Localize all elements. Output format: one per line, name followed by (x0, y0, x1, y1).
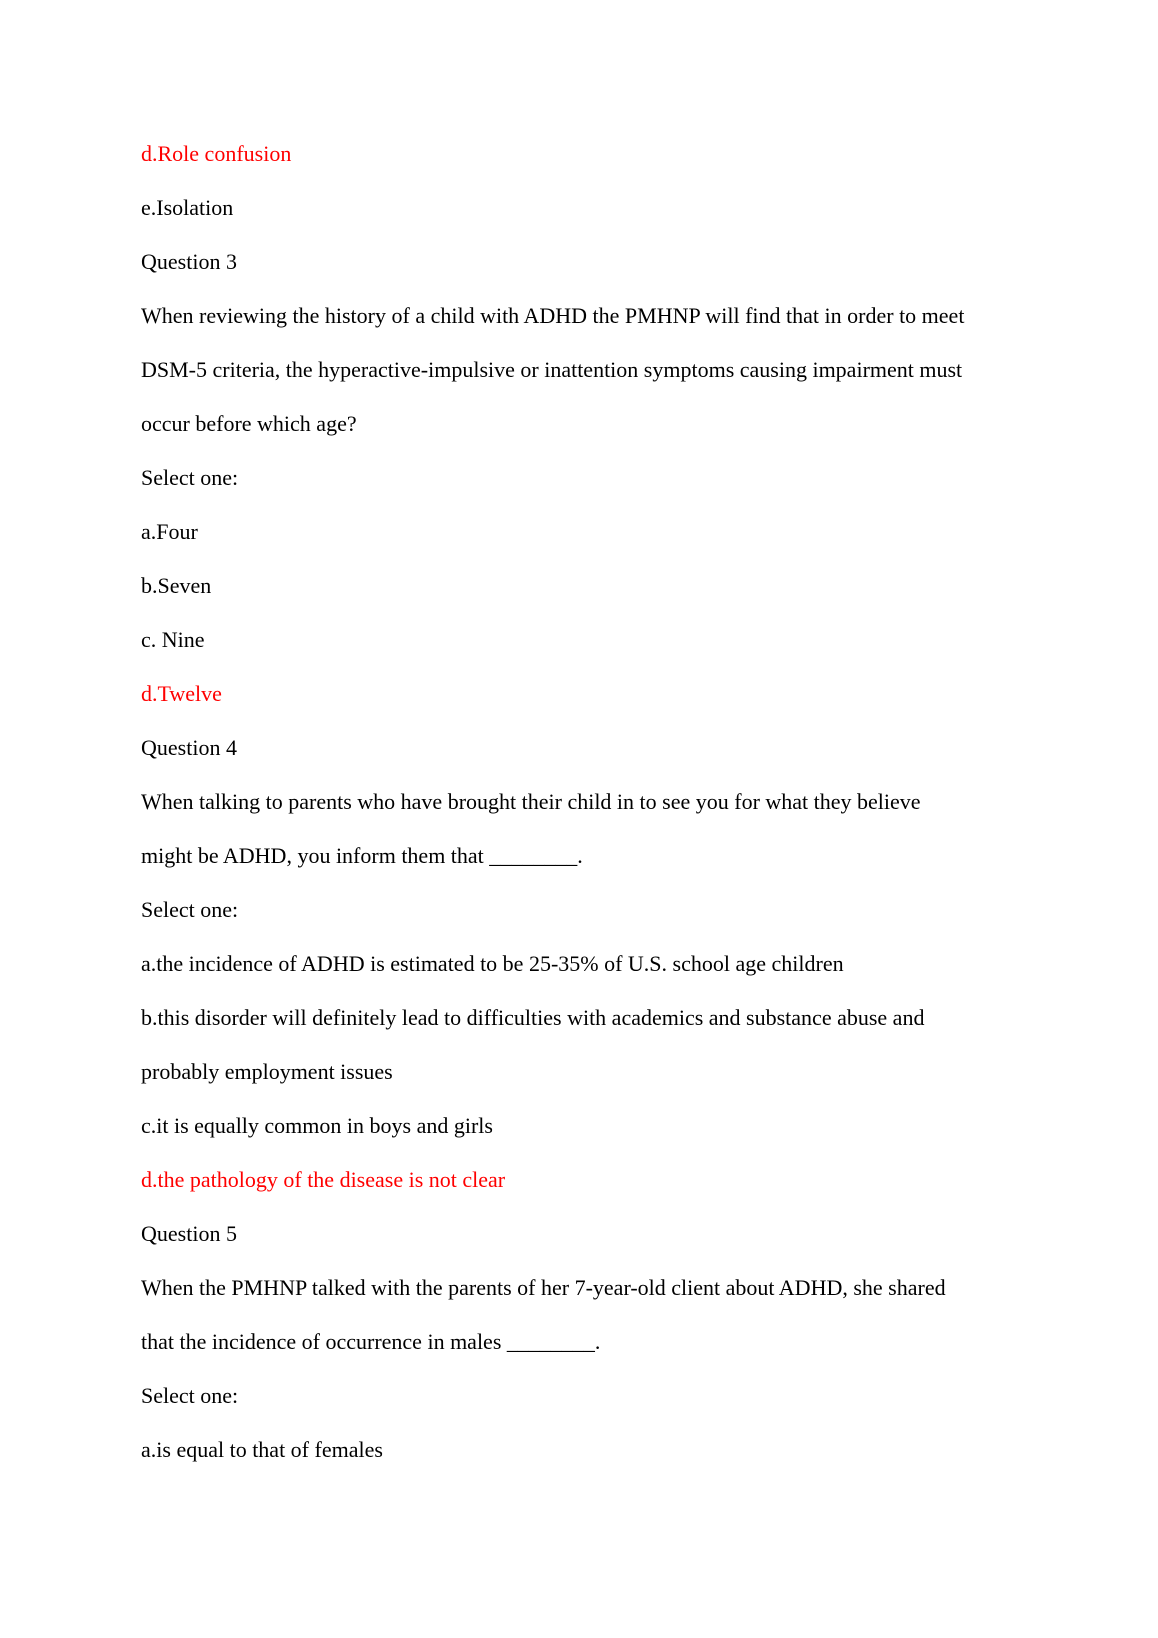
question-5-text-line-2: that the incidence of occurrence in males ________. (141, 1329, 601, 1354)
question-4-select-one: Select one: (141, 897, 239, 922)
question-4-text-line-2: might be ADHD, you inform them that ________. (141, 843, 583, 868)
question-3-text-line-2: DSM-5 criteria, the hyperactive-impulsive or inattention symptoms causing impairment must (141, 357, 963, 382)
question-3-option-a: a.Four (141, 519, 198, 544)
question-4-option-c: c.it is equally common in boys and girls (141, 1113, 493, 1138)
question-4-option-b-line-1: b.this disorder will definitely lead to difficulties with academics and substance abuse and (141, 1005, 925, 1030)
question-3-text-line-3: occur before which age? (141, 411, 357, 436)
question-5-text-line-1: When the PMHNP talked with the parents of her 7-year-old client about ADHD, she shared (141, 1275, 946, 1300)
question-3-heading: Question 3 (141, 249, 237, 274)
answer-option-d-q2-correct: d.Role confusion (141, 141, 292, 166)
question-4-heading: Question 4 (141, 735, 237, 760)
question-4-option-a: a.the incidence of ADHD is estimated to be 25-35% of U.S. school age children (141, 951, 844, 976)
question-5-option-a: a.is equal to that of females (141, 1437, 383, 1462)
question-5-heading: Question 5 (141, 1221, 237, 1246)
question-4-text-line-1: When talking to parents who have brought their child in to see you for what they believe (141, 789, 921, 814)
question-3-text-line-1: When reviewing the history of a child with ADHD the PMHNP will find that in order to meet (141, 303, 965, 328)
answer-option-e-q2: e.Isolation (141, 195, 234, 220)
question-3-option-c: c. Nine (141, 627, 205, 652)
question-4-option-b-line-2: probably employment issues (141, 1059, 393, 1084)
question-5-select-one: Select one: (141, 1383, 239, 1408)
question-4-option-d-correct: d.the pathology of the disease is not clear (141, 1167, 506, 1192)
question-3-option-b: b.Seven (141, 573, 212, 598)
question-3-option-d-correct: d.Twelve (141, 681, 222, 706)
question-3-select-one: Select one: (141, 465, 239, 490)
